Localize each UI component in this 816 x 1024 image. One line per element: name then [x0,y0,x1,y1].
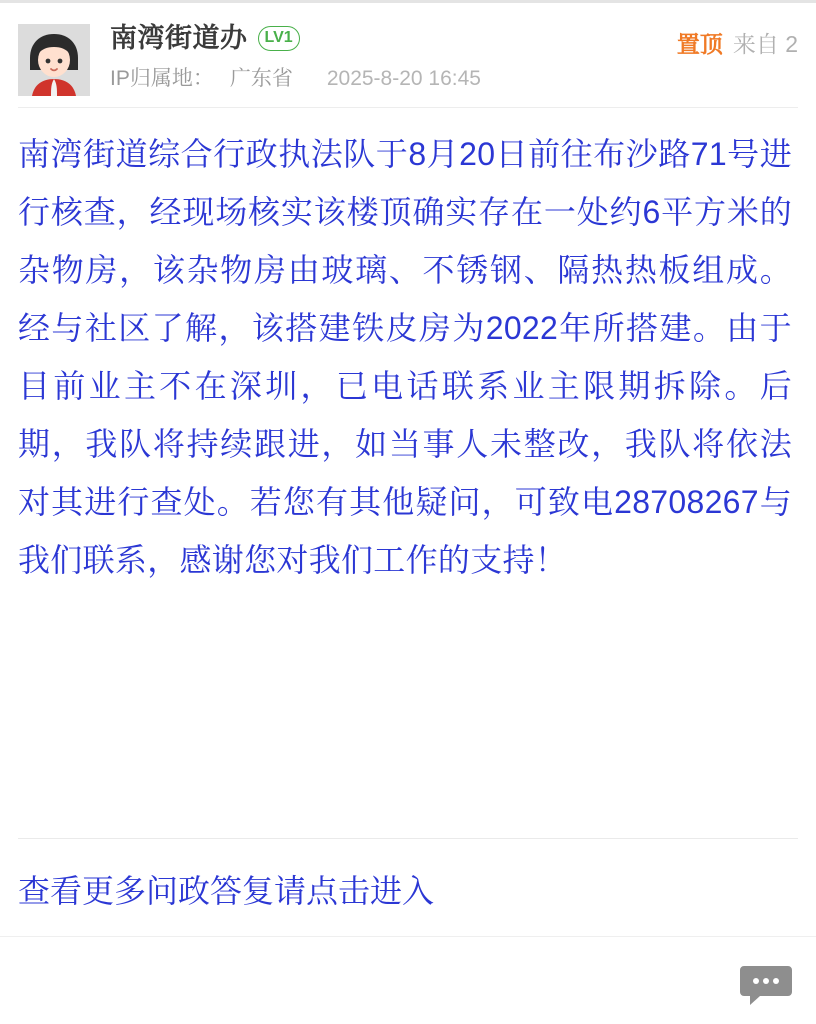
avatar[interactable] [18,24,90,96]
post-source: 来自 2 [732,31,798,57]
ip-location-value: 广东省 [229,67,293,90]
view-more-link[interactable]: 查看更多问政答复请点击进入 [18,873,435,909]
post-meta [110,62,481,92]
author-row [110,22,300,54]
post-content: 南湾街道综合行政执法队于8月20日前往布沙路71号进行核查，经现场核实该楼顶确实存在一处约6平方米的杂物房，该杂物房由玻璃、不锈钢、隔热热板组成。经与社区了解，该搭建铁皮房为2022年所搭建。由于目前业主不在深圳，已电话联系业主限期拆除。后期，我队将持续跟进，如当事人未整改，我队将依法对其进行查处。若您有其他疑问，可致电28708267与我们联系，感谢您对我们工作的支持！ [18,136,792,578]
comment-bubble-icon[interactable] [738,964,794,1008]
header-divider [18,107,798,108]
level-badge: LV1 [258,26,300,51]
author-name[interactable]: 南湾街道办 [110,23,248,53]
post-header [18,18,798,100]
bottom-divider [0,936,816,937]
top-divider [0,0,816,3]
post-header-right [677,26,798,59]
ip-location-label: IP归属地： [110,67,214,90]
content-divider [18,838,798,839]
pinned-badge: 置顶 [676,31,723,57]
post-timestamp: 2025-8-20 16:45 [326,67,481,90]
